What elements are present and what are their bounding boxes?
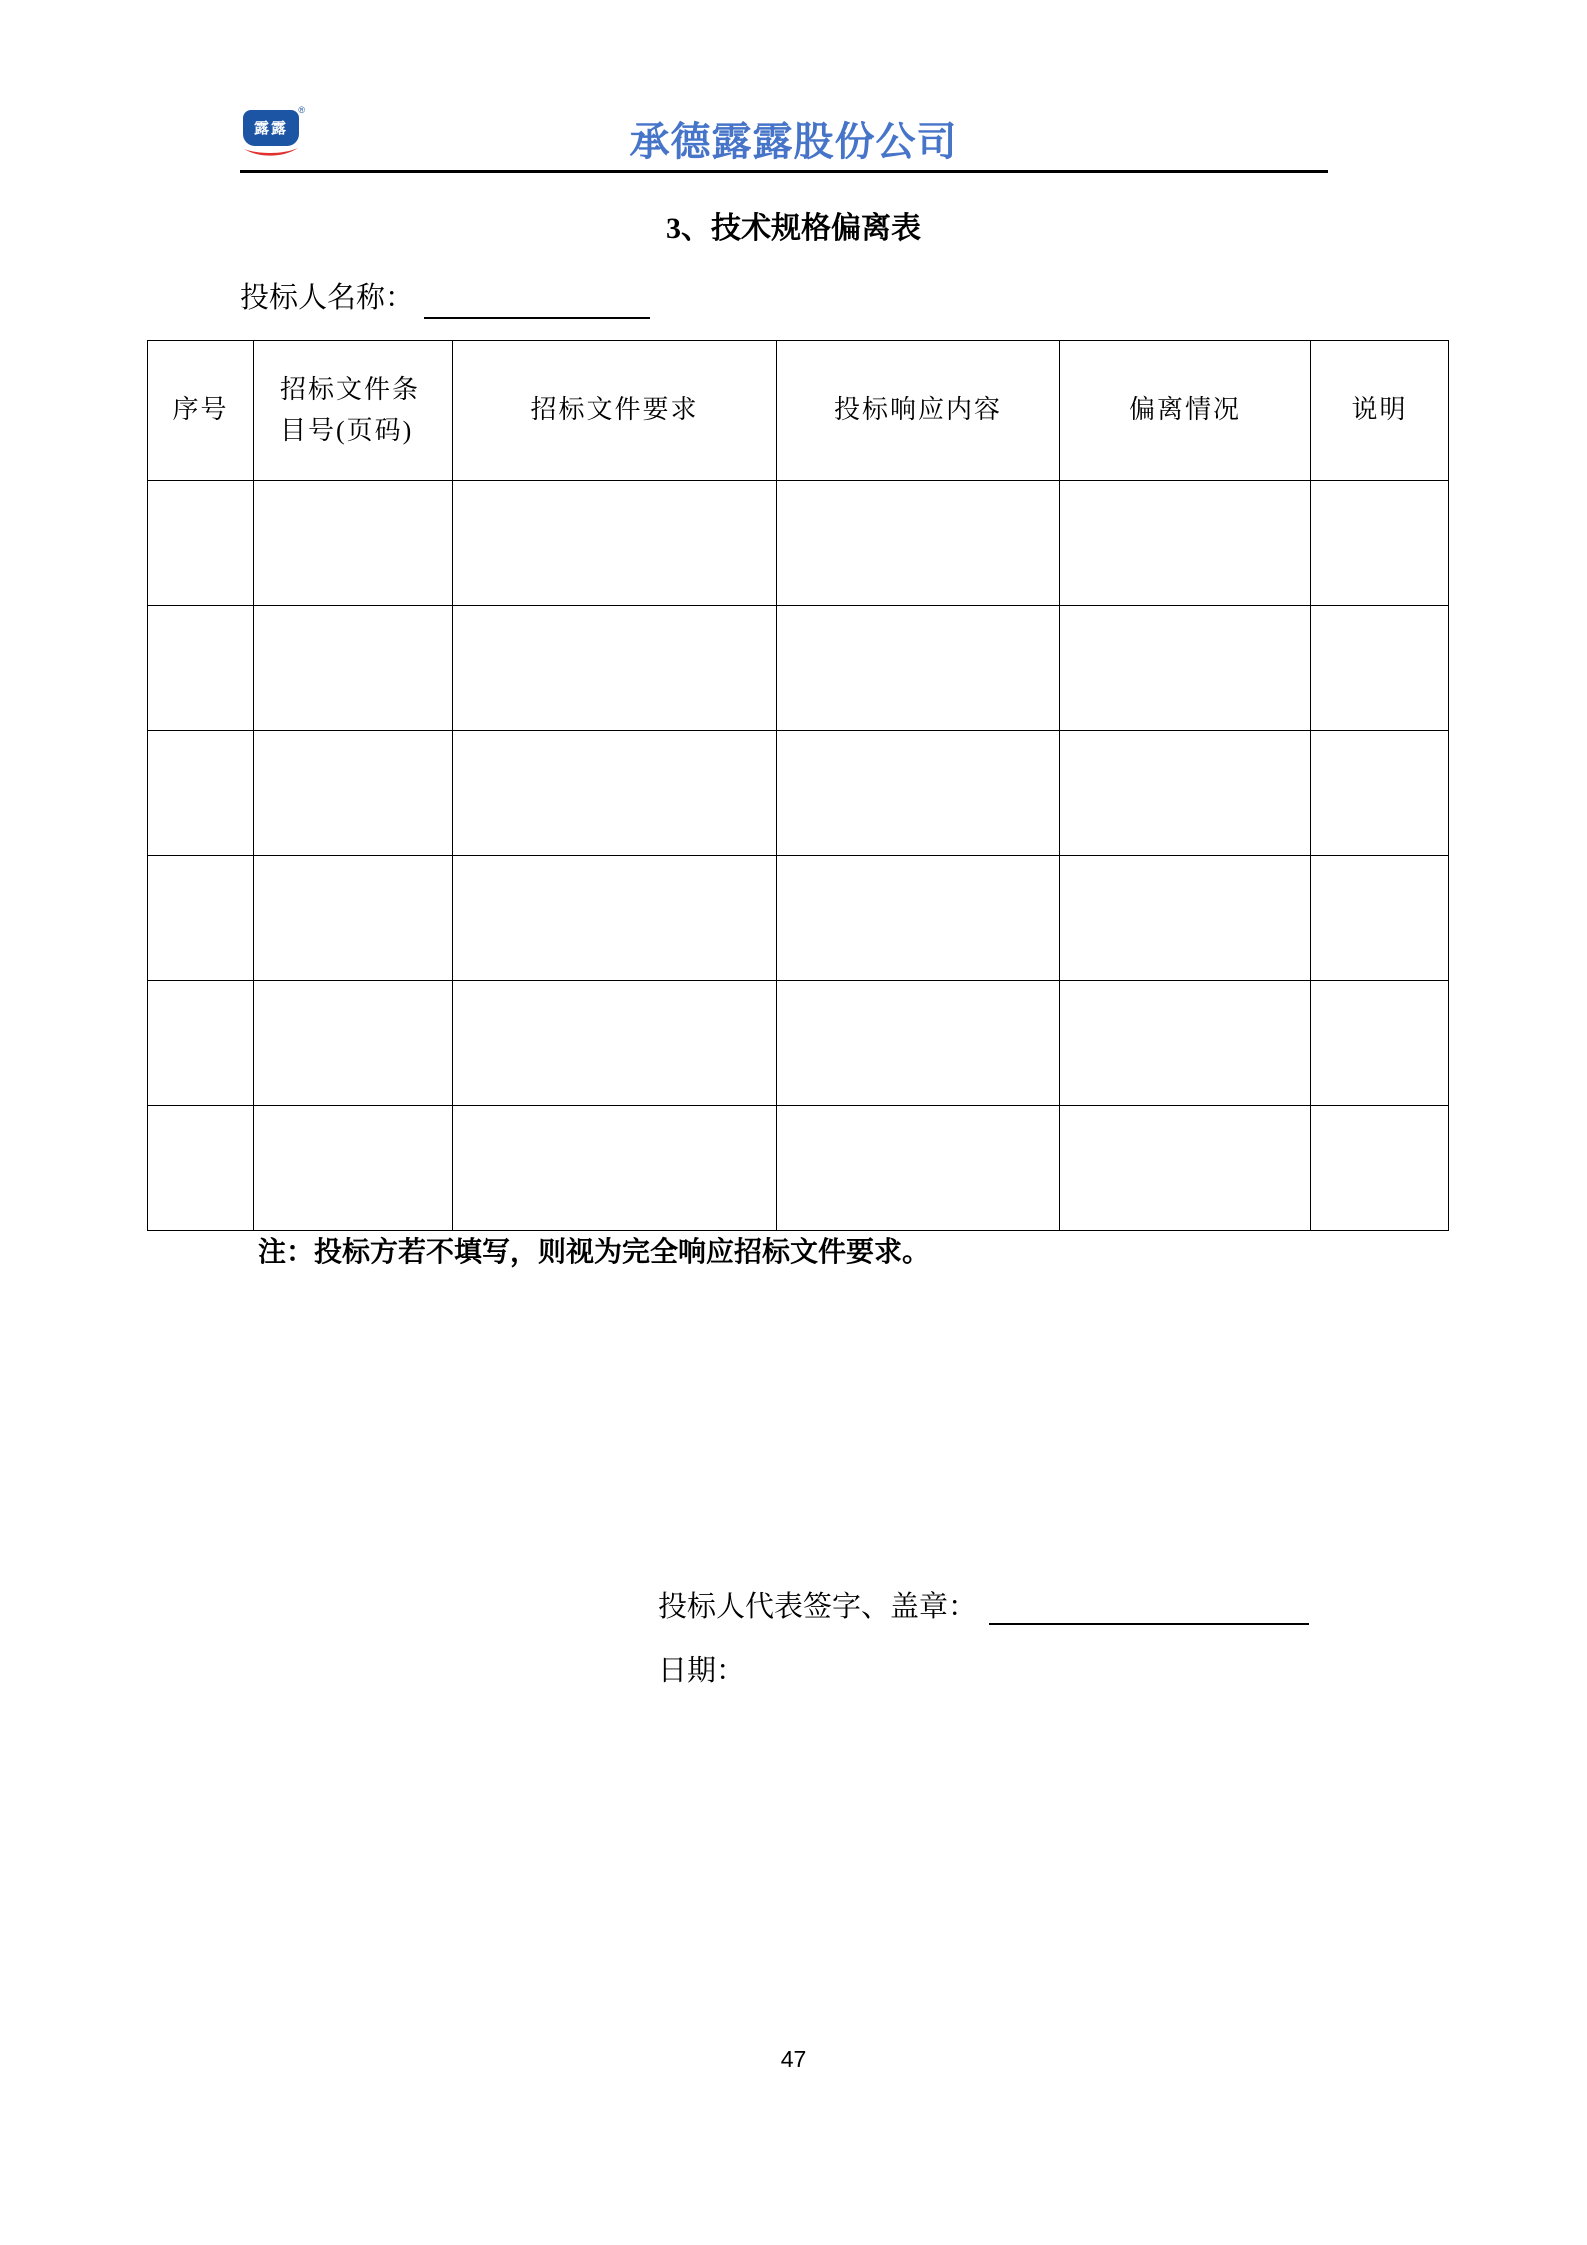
registered-trademark-icon: ® bbox=[298, 105, 305, 115]
table-cell bbox=[254, 481, 453, 606]
table-cell bbox=[777, 606, 1060, 731]
table-cell bbox=[1311, 606, 1449, 731]
table-header-row bbox=[148, 341, 1449, 481]
column-header-response: 投标响应内容 bbox=[777, 341, 1060, 481]
table-cell bbox=[777, 481, 1060, 606]
bidder-name-label: 投标人名称： bbox=[240, 282, 415, 314]
column-header-remark: 说明 bbox=[1311, 341, 1449, 481]
bidder-name-line bbox=[240, 278, 650, 319]
table-cell bbox=[1311, 731, 1449, 856]
table-row bbox=[148, 856, 1449, 981]
table-cell bbox=[148, 981, 254, 1106]
table-row bbox=[148, 606, 1449, 731]
column-header-item-no: 招标文件条目号(页码) bbox=[254, 341, 453, 481]
table-cell bbox=[777, 856, 1060, 981]
company-name: 承德露露股份公司 bbox=[629, 120, 958, 164]
table-cell bbox=[777, 981, 1060, 1106]
table-row bbox=[148, 481, 1449, 606]
table-cell bbox=[777, 1106, 1060, 1231]
table-cell bbox=[453, 981, 777, 1106]
table-row bbox=[148, 1106, 1449, 1231]
table-row bbox=[148, 981, 1449, 1106]
table-cell bbox=[148, 856, 254, 981]
table-cell bbox=[1060, 1106, 1311, 1231]
signature-line bbox=[658, 1584, 1309, 1625]
note-text: 注：投标方若不填写，则视为完全响应招标文件要求。 bbox=[258, 1237, 931, 1268]
table-cell bbox=[254, 856, 453, 981]
column-header-requirement: 招标文件要求 bbox=[453, 341, 777, 481]
page-number: 47 bbox=[780, 2046, 807, 2072]
table-cell bbox=[254, 1106, 453, 1231]
column-header-seq: 序号 bbox=[148, 341, 254, 481]
table-row bbox=[148, 731, 1449, 856]
table-cell bbox=[453, 856, 777, 981]
table-cell bbox=[1060, 481, 1311, 606]
table-cell bbox=[453, 1106, 777, 1231]
table-cell bbox=[777, 731, 1060, 856]
signature-blank bbox=[989, 1585, 1309, 1625]
table-cell bbox=[453, 606, 777, 731]
table-cell bbox=[254, 981, 453, 1106]
date-label: 日期： bbox=[658, 1655, 746, 1687]
table-cell bbox=[453, 731, 777, 856]
signature-label: 投标人代表签字、盖章： bbox=[658, 1591, 978, 1623]
table-cell bbox=[254, 731, 453, 856]
bidder-name-blank bbox=[424, 281, 650, 319]
table-cell bbox=[148, 481, 254, 606]
table-cell bbox=[1060, 606, 1311, 731]
table-cell bbox=[1311, 981, 1449, 1106]
deviation-table bbox=[147, 340, 1449, 1231]
table-cell bbox=[1060, 981, 1311, 1106]
logo-text: 露露 bbox=[253, 119, 288, 137]
table-cell bbox=[453, 481, 777, 606]
table-cell bbox=[148, 731, 254, 856]
table-cell bbox=[1311, 856, 1449, 981]
table-cell bbox=[1060, 856, 1311, 981]
column-header-deviation: 偏离情况 bbox=[1060, 341, 1311, 481]
table-cell bbox=[254, 606, 453, 731]
table-cell bbox=[148, 1106, 254, 1231]
deviation-table-body bbox=[148, 481, 1449, 1231]
header-divider bbox=[240, 170, 1328, 173]
table-cell bbox=[148, 606, 254, 731]
page-title: 3、技术规格偏离表 bbox=[666, 212, 921, 245]
table-cell bbox=[1311, 481, 1449, 606]
table-cell bbox=[1311, 1106, 1449, 1231]
table-cell bbox=[1060, 731, 1311, 856]
